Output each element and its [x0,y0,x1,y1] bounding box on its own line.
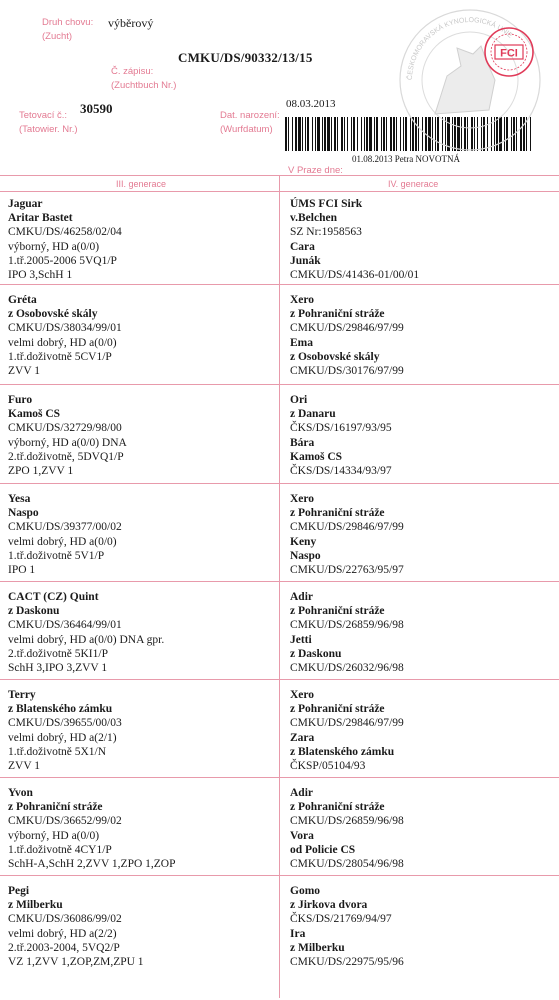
barcode-bar [366,117,368,151]
gen3-ancestor-cell [8,786,176,871]
gen3-ancestor-cell [8,393,127,478]
pedigree-line: Zara [290,731,315,744]
gen4-ancestors-cell [290,688,404,773]
pedigree-line: ČKS/DS/14334/93/97 [290,464,392,477]
pedigree-line: CMKU/DS/39377/00/02 [8,521,122,534]
pedigree-line: SZ Nr:1958563 [290,226,362,239]
pedigree-line: ZPO 1,ZVV 1 [8,464,74,477]
row-divider [0,284,559,285]
pedigree-line: Cara [290,240,315,253]
pedigree-line: Bára [290,436,315,449]
barcode-bar [347,117,348,151]
tattoo-label: Tetovací č.: (Tatowier. Nr.) [19,110,78,135]
pedigree-line: 1.tř.doživotně 5V1/P [8,549,105,562]
pedigree-line: IPO 3,SchH 1 [8,268,73,281]
pedigree-line: CMKU/DS/28054/96/98 [290,857,404,870]
pedigree-line: ČKS/DS/21769/94/97 [290,913,392,926]
barcode-bar [312,117,313,151]
pedigree-line: z Osobovské skály [8,308,98,321]
pedigree-line: Vora [290,829,314,842]
row-divider [0,875,559,876]
pedigree-line: CMKU/DS/26032/96/98 [290,661,404,674]
barcode-bar [369,117,372,151]
pedigree-line: Aritar Bastet [8,212,73,225]
barcode-bar [324,117,326,151]
pedigree-line: CMKU/DS/29846/97/99 [290,322,404,335]
pedigree-line: CMKU/DS/39655/00/03 [8,717,122,730]
registration-number: CMKU/DS/90332/13/15 [178,50,313,65]
row-divider [0,581,559,582]
gen3-ancestor-cell [8,884,144,969]
pedigree-line: Adir [290,787,313,799]
pedigree-line: CACT (CZ) Quint [8,591,99,603]
pedigree-line: Junák [290,254,321,267]
pedigree-line: CMKU/DS/26859/96/98 [290,815,404,828]
barcode-bar [302,117,303,151]
pedigree-line: z Daskonu [8,605,60,618]
pedigree-line: z Pohraniční stráže [8,801,103,814]
barcode-bar [331,117,332,151]
pedigree-line: CMKU/DS/26859/96/98 [290,619,404,632]
left-column-header: III. generace [116,179,167,189]
pedigree-line: z Pohraniční stráže [290,507,385,520]
pedigree-line: CMKU/DS/32729/98/00 [8,422,122,435]
barcode-bar [317,117,320,151]
barcode-bar [305,117,306,151]
gen4-ancestors-cell [290,786,404,871]
pedigree-line: z Blatenského zámku [290,745,395,758]
barcode-bar [383,117,385,151]
row-divider [0,384,559,385]
gen4-ancestors-cell [290,393,392,478]
barcode-bar [285,117,287,151]
barcode-bar [381,117,382,151]
praha-label: V Praze dne: [288,165,343,176]
pedigree-line: z Pohraniční stráže [290,308,385,321]
pedigree-line: CMKU/DS/36086/99/02 [8,913,122,926]
pedigree-line: 2.tř.doživotně, 5DVQ1/P [8,450,124,463]
fci-stamp [395,6,545,154]
barcode-bar [361,117,362,151]
gen4-ancestors-cell [290,884,404,969]
pedigree-line: ÚMS FCI Sirk [290,198,363,210]
pedigree-line: CMKU/DS/46258/02/04 [8,226,122,239]
row-divider [0,483,559,484]
pedigree-line: 1.tř.doživotně 4CY1/P [8,843,112,856]
pedigree-line: výborný, HD a(0/0) [8,240,100,253]
pedigree-line: ČKSP/05104/93 [290,759,366,772]
gen4-ancestors-cell [290,492,404,577]
pedigree-line: Xero [290,493,315,505]
barcode-bar [337,117,338,151]
pedigree-line: ZVV 1 [8,759,41,772]
barcode-bar [288,117,289,151]
pedigree-line: CMKU/DS/36464/99/01 [8,619,122,632]
pedigree-line: Jaguar [8,198,43,210]
barcode-bar [334,117,336,151]
pedigree-line: velmi dobrý, HD a(0/0) [8,535,117,548]
row-divider [0,777,559,778]
pedigree-line: CMKU/DS/30176/97/99 [290,364,404,377]
pedigree-line: Terry [8,689,36,701]
barcode-bar [315,117,316,151]
barcode-bar [307,117,309,151]
pedigree-line: ZVV 1 [8,364,41,377]
issued-line: 01.08.2013 Petra NOVOTNÁ [352,154,460,164]
pedigree-line: z Pohraniční stráže [290,605,385,618]
pedigree-line: Gomo [290,885,321,897]
pedigree-line: Keny [290,535,317,548]
barcode-bar [376,117,378,151]
pedigree-line: z Blatenského zámku [8,703,113,716]
barcode-bar [341,117,343,151]
barcode-bar [390,117,392,151]
pedigree-line: 1.tř.doživotně 5X1/N [8,745,107,758]
pedigree-line: z Milberku [8,899,63,912]
gen4-ancestors-cell [290,590,404,675]
barcode-bar [322,117,323,151]
pedigree-line: 1.tř.2005-2006 5VQ1/P [8,254,117,267]
pedigree-line: Xero [290,294,315,306]
breed-type-label: Druh chovu: (Zucht) [42,17,94,42]
pedigree-line: Jetti [290,633,312,646]
pedigree-line: CMKU/DS/36652/99/02 [8,815,122,828]
pedigree-line: výborný, HD a(0/0) [8,829,100,842]
pedigree-line: ČKS/DS/16197/93/95 [290,422,392,435]
pedigree-line: Furo [8,394,33,406]
pedigree-line: z Pohraniční stráže [290,801,385,814]
pedigree-line: Adir [290,591,313,603]
pedigree-line: Gréta [8,294,37,306]
barcode-bar [327,117,330,151]
pedigree-line: z Jirkova dvora [290,899,368,912]
breed-type-value: výběrový [108,16,154,30]
pedigree-line: z Danaru [290,408,336,421]
pedigree-line: Ira [290,927,306,940]
pedigree-line: Kamoš CS [290,450,343,463]
pedigree-line: IPO 1 [8,563,36,576]
gen3-ancestor-cell [8,590,164,675]
pedigree-line: z Milberku [290,941,345,954]
pedigree-line: Yvon [8,787,33,799]
pedigree-line: Kamoš CS [8,408,61,421]
gen4-ancestors-cell [290,197,419,282]
barcode-bar [357,117,358,151]
pedigree-line: velmi dobrý, HD a(0/0) DNA gpr. [8,633,165,646]
pedigree-line: od Policie CS [290,843,356,856]
pedigree-line: Pegi [8,885,30,897]
gen4-ancestors-cell [290,293,404,378]
pedigree-line: 2.tř.doživotně 5KI1/P [8,647,108,660]
gen3-ancestor-cell [8,492,122,577]
barcode-bar [351,117,352,151]
barcode-bar [344,117,345,151]
pedigree-line: velmi dobrý, HD a(2/2) [8,927,117,940]
pedigree-line: Naspo [8,507,39,520]
gen3-ancestor-cell [8,197,122,282]
pedigree-line: CMKU/DS/22763/95/97 [290,563,404,576]
gen3-ancestor-cell [8,293,122,378]
birth-date-label: Dat. narození: (Wurfdatum) [220,110,280,135]
barcode-bar [353,117,355,151]
pedigree-line: 1.tř.doživotně 5CV1/P [8,350,112,363]
barcode-bar [295,117,297,151]
pedigree-line: Naspo [290,549,321,562]
pedigree-line: VZ 1,ZVV 1,ZOP,ZM,ZPU 1 [8,955,144,968]
birth-date: 08.03.2013 [286,98,336,110]
pedigree-grid [0,175,559,998]
pedigree-line: Yesa [8,493,31,505]
barcode-bar [364,117,365,151]
pedigree-line: CMKU/DS/22975/95/96 [290,955,404,968]
pedigree-line: CMKU/DS/41436-01/00/01 [290,268,420,281]
pedigree-line: 2.tř.2003-2004, 5VQ2/P [8,941,120,954]
gen3-ancestor-cell [8,688,122,773]
pedigree-line: CMKU/DS/29846/97/99 [290,521,404,534]
pedigree-line: velmi dobrý, HD a(2/1) [8,731,117,744]
right-column-header: IV. generace [388,179,439,189]
studbook-label: Č. zápisu: (Zuchtbuch Nr.) [111,66,177,91]
barcode-bar [298,117,301,151]
barcode-bar [374,117,375,151]
pedigree-line: v.Belchen [290,212,337,225]
pedigree-line: CMKU/DS/38034/99/01 [8,322,122,335]
fci-logo-icon: FCI [500,47,518,60]
pedigree-line: z Pohraniční stráže [290,703,385,716]
pedigree-line: CMKU/DS/29846/97/99 [290,717,404,730]
pedigree-line: z Osobovské skály [290,350,380,363]
pedigree-line: výborný, HD a(0/0) DNA [8,436,127,449]
pedigree-line: velmi dobrý, HD a(0/0) [8,336,117,349]
barcode-bar [386,117,387,151]
pedigree-line: Xero [290,689,315,701]
row-divider [0,679,559,680]
pedigree-line: Ori [290,394,308,406]
pedigree-line: Ema [290,336,313,349]
tattoo-number: 30590 [80,101,113,116]
barcode-bar [292,117,293,151]
pedigree-line: z Daskonu [290,647,342,660]
pedigree-line: SchH 3,IPO 3,ZVV 1 [8,661,108,674]
stamp-ring-text: ČESKOMORAVSKÁ KYNOLOGICKÁ UNIE [406,16,514,81]
pedigree-line: SchH-A,SchH 2,ZVV 1,ZPO 1,ZOP [8,857,176,870]
